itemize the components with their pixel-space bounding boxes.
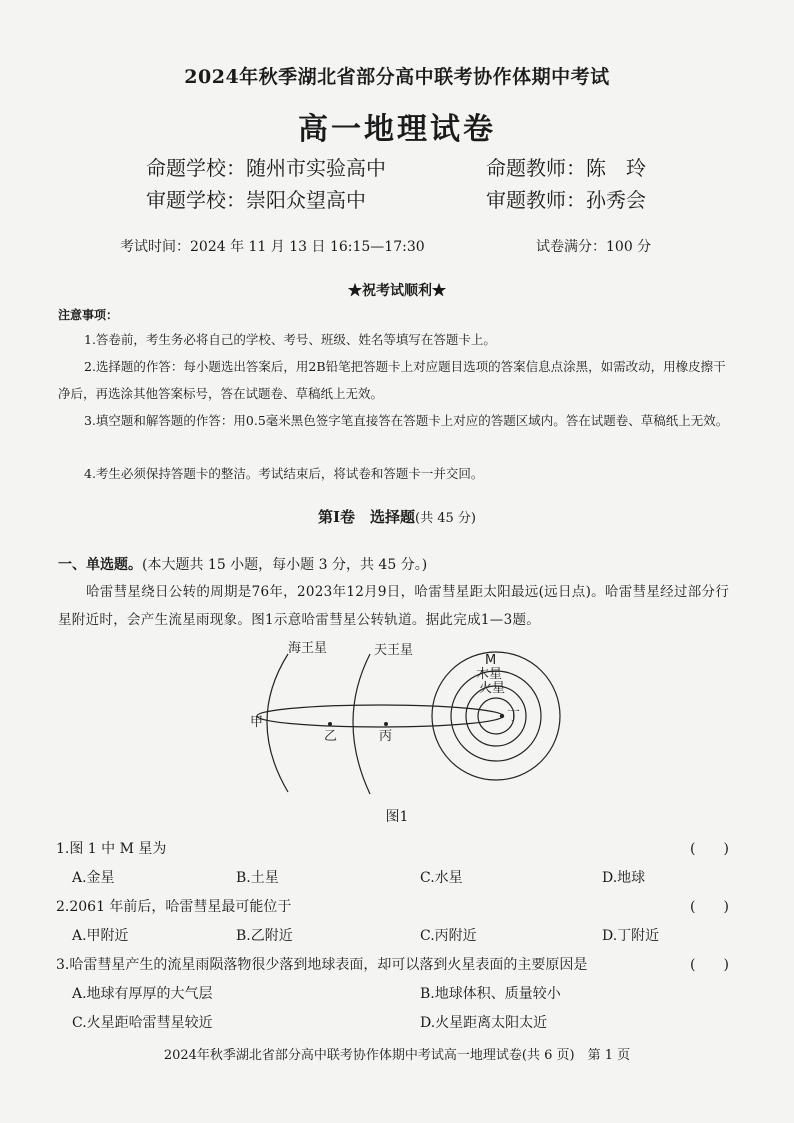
question-1-option-b: B.土星: [236, 870, 279, 886]
exam-time: 考试时间：2024 年 11 月 13 日 16:15—17:30: [120, 239, 425, 255]
question-3-stem: 3.哈雷彗星产生的流星雨陨落物很少落到地球表面，却可以落到火星表面的主要原因是: [56, 957, 588, 973]
paper-title: 高一地理试卷: [298, 112, 496, 147]
section-title-main: 第Ⅰ卷 选择题: [318, 508, 416, 526]
mc-heading-desc: (本大题共 15 小题，每小题 3 分，共 45 分。): [142, 557, 428, 573]
question-intro: 哈雷彗星绕日公转的周期是76年，2023年12月9日，哈雷彗星距太阳最远(远日点)。哈雷彗星经过部分行星附近时，会产生流星雨现象。图1示意哈雷彗星公转轨道。据此完成1—3题。: [58, 584, 730, 628]
label-yi: 乙: [324, 729, 338, 744]
reviewer-teacher: 审题教师：孙秀会: [486, 188, 646, 212]
full-score: 试卷满分：100 分: [536, 239, 652, 255]
notice-item: 4.考生必须保持答题卡的整洁。考试结束后，将试卷和答题卡一并交回。: [84, 466, 484, 481]
notice-item: 1.答卷前，考生务必将自己的学校、考号、班级、姓名等填写在答题卡上。: [84, 332, 496, 347]
label-jupiter: 木星: [476, 667, 503, 682]
notice-item: 3.填空题和解答题的作答：用0.5毫米黑色签字笔直接答在答题卡上对应的答题区域内。答在试题卷、草稿纸上无效。: [84, 413, 729, 428]
question-1-option-d: D.地球: [602, 870, 646, 886]
uranus-orbit: [353, 654, 370, 794]
label-uranus: 天王星: [374, 643, 414, 658]
question-2-stem: 2.2061 年前后，哈雷彗星最可能位于: [56, 899, 292, 915]
exam-header: 2024年秋季湖北省部分高中联考协作体期中考试: [184, 66, 610, 88]
question-2-answer-slot: ( ): [690, 899, 729, 915]
notice-title: 注意事项：: [58, 308, 119, 322]
label-jia: 甲: [250, 715, 264, 730]
reviewer-school: 审题学校：崇阳众望高中: [146, 188, 366, 212]
label-mars: 火星: [479, 681, 506, 696]
question-3-option-d: D.火星距离太阳太近: [420, 1015, 548, 1031]
setter-school: 命题学校：随州市实验高中: [146, 156, 386, 180]
mc-heading-label: 一、单选题。: [58, 557, 142, 573]
label-neptune: 海王星: [288, 641, 328, 656]
section-title-sub: (共 45 分): [415, 511, 476, 526]
label-bing: 丙: [379, 729, 393, 744]
question-3-option-a: A.地球有厚厚的大气层: [72, 986, 213, 1002]
point-yi: [328, 722, 332, 726]
figure-caption: 图1: [385, 809, 409, 825]
sun-dot: [500, 714, 504, 718]
question-2-option-a: A.甲附近: [72, 928, 129, 944]
question-1-stem: 1.图 1 中 M 星为: [56, 841, 167, 857]
question-1-answer-slot: ( ): [690, 841, 729, 857]
label-ding: 丁: [507, 709, 521, 724]
label-m: M: [485, 653, 497, 668]
point-bing: [384, 722, 388, 726]
good-luck-banner: ★祝考试顺利★: [348, 283, 446, 299]
question-1-option-a: A.金星: [72, 870, 115, 886]
question-2-option-c: C.丙附近: [420, 928, 477, 944]
notice-item: 2.选择题的作答：每小题选出答案后，用2B铅笔把答题卡上对应题目选项的答案信息点涂黑，如需改动，用橡皮擦干净后，再选涂其他答案标号，答在试题卷、草稿纸上无效。: [58, 359, 726, 401]
section-title: [0, 506, 794, 527]
mc-heading: [58, 554, 427, 574]
question-2-option-b: B.乙附近: [236, 928, 293, 944]
question-1-option-c: C.水星: [420, 870, 463, 886]
question-2-option-d: D.丁附近: [602, 928, 660, 944]
question-3-answer-slot: ( ): [690, 957, 729, 973]
question-3-option-b: B.地球体积、质量较小: [420, 986, 561, 1002]
page-footer: 2024年秋季湖北省部分高中联考协作体期中考试高一地理试卷(共 6 页) 第 1 页: [163, 1048, 631, 1063]
comet-orbit-figure: [240, 636, 580, 806]
question-3-option-c: C.火星距哈雷彗星较近: [72, 1015, 213, 1031]
setter-teacher: 命题教师：陈 玲: [486, 156, 646, 180]
